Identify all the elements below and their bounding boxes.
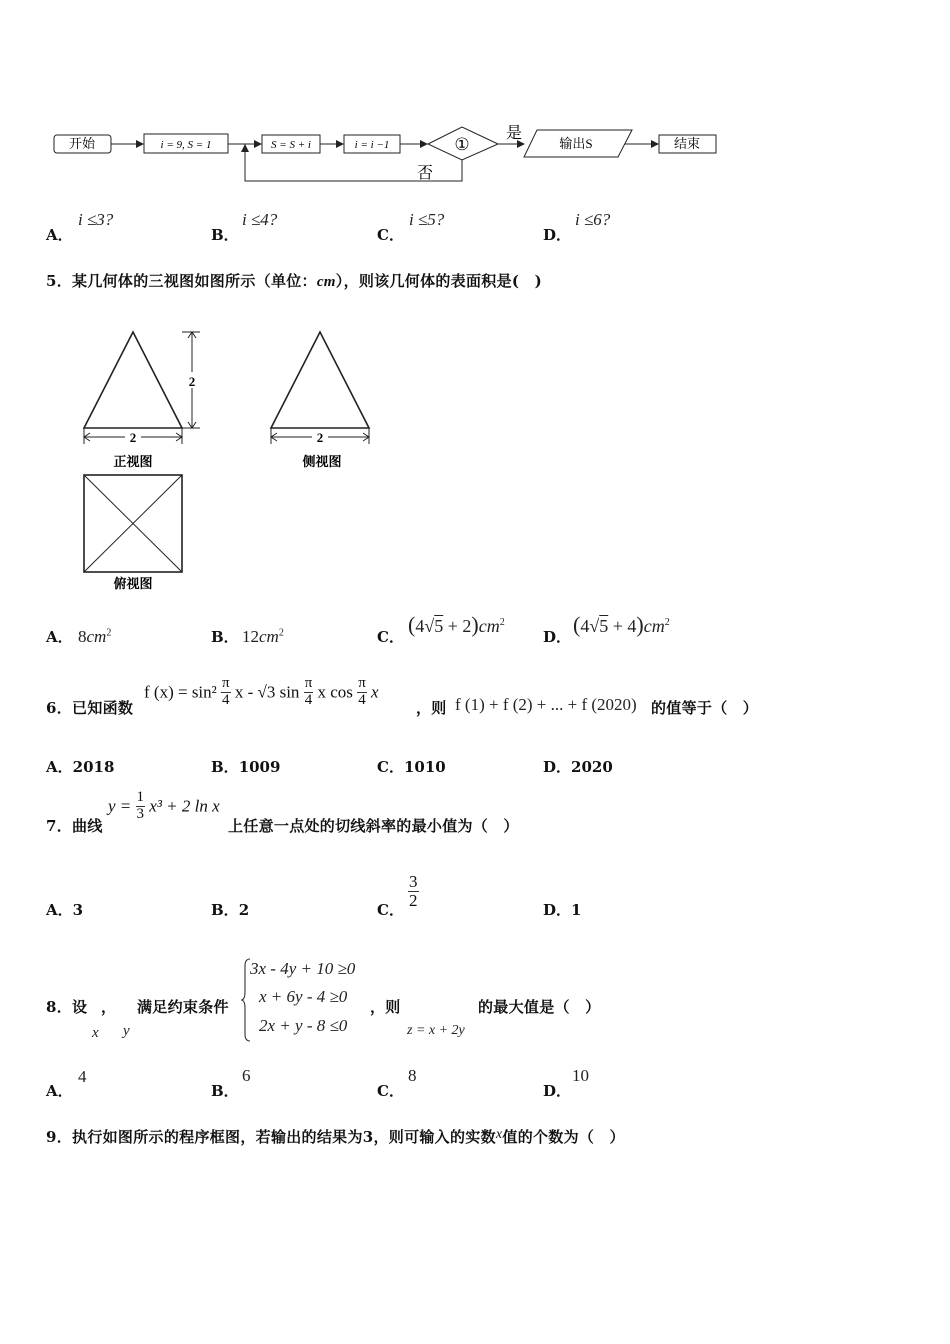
flow-init-label: i = 9, S = 1 bbox=[160, 139, 212, 151]
q6-stem: 6．已知函数 bbox=[46, 699, 134, 717]
side-view-label: 侧视图 bbox=[302, 454, 342, 469]
q8-option-a[interactable]: A． bbox=[46, 1082, 73, 1100]
constraint-2: x + 6y - 4 ≥0 bbox=[259, 987, 348, 1006]
dim-side-width-label: 2 bbox=[316, 430, 324, 445]
q9-stem: 9．执行如图所示的程序框图，若输出的结果为3，则可输入的实数x值的个数为（ ） bbox=[46, 1127, 625, 1146]
q5-option-d-text: $(4√5 + 4)cm^2$ bbox=[573, 612, 670, 637]
flow-update-i-label: i = i −1 bbox=[354, 139, 390, 151]
flow-no-label: 否 bbox=[416, 165, 434, 182]
front-view-triangle bbox=[84, 332, 182, 428]
q4-option-c-text: i ≤5? bbox=[409, 210, 445, 229]
q8-var-y: y bbox=[123, 1023, 130, 1039]
dim-height-label: 2 bbox=[188, 374, 196, 389]
q5-stem: 5．某几何体的三视图如图所示（单位：cm），则该几何体的表面积是( ) bbox=[46, 272, 542, 290]
constraint-1: 3x - 4y + 10 ≥0 bbox=[250, 959, 356, 978]
top-view-label: 俯视图 bbox=[113, 576, 153, 591]
q7-option-b[interactable]: B．2 bbox=[211, 901, 250, 919]
q8-option-b[interactable]: B． bbox=[211, 1082, 239, 1100]
q8-option-c[interactable]: C． bbox=[377, 1082, 404, 1100]
q6-option-d[interactable]: D．2020 bbox=[543, 758, 613, 776]
q7-curve: y = $\frac{1}{3}$ x³ + 2 ln x bbox=[108, 789, 220, 822]
q4-option-a[interactable]: A． bbox=[46, 226, 73, 244]
q5-option-a-text: $8cm^2$ bbox=[78, 627, 112, 646]
q8-stem-c: ，则 bbox=[370, 998, 401, 1016]
q7-option-c-fraction: $\frac{3}{2}$ bbox=[409, 872, 418, 910]
q5-option-c[interactable]: C． bbox=[377, 628, 404, 646]
q8-stem-d: 的最大值是（ ） bbox=[478, 998, 601, 1016]
three-view-figure bbox=[70, 322, 390, 594]
q8-option-c-text: 8 bbox=[408, 1066, 417, 1085]
q5-option-b[interactable]: B． bbox=[211, 628, 239, 646]
q4-option-b[interactable]: B． bbox=[211, 226, 239, 244]
q8-stem-b: 满足约束条件 bbox=[137, 998, 229, 1016]
q8-option-d-text: 10 bbox=[572, 1066, 589, 1085]
flow-output-label: 输出S bbox=[559, 136, 593, 151]
q4-option-d[interactable]: D． bbox=[543, 226, 572, 244]
flow-update-s-label: S = S + i bbox=[271, 139, 311, 151]
q8-comma: ， bbox=[101, 998, 117, 1016]
q8-var-x: x bbox=[92, 1025, 99, 1041]
q8-option-d[interactable]: D． bbox=[543, 1082, 572, 1100]
q5-option-c-text: $(4√5 + 2)cm^2$ bbox=[408, 612, 505, 637]
flow-yes-label: 是 bbox=[505, 125, 523, 142]
q6-function: f (x) = sin² $\frac{\pi}{4}$ x - √3 sin $\frac{\pi}{4}$ x cos $\frac{\pi}{4}$ x bbox=[144, 675, 379, 708]
q7-option-c[interactable]: C． bbox=[377, 901, 404, 919]
q4-option-c[interactable]: C． bbox=[377, 226, 404, 244]
q7-option-a[interactable]: A．3 bbox=[46, 901, 84, 919]
q4-option-d-text: i ≤6? bbox=[575, 210, 611, 229]
constraint-3: 2x + y - 8 ≤0 bbox=[259, 1016, 348, 1035]
side-view-triangle bbox=[271, 332, 369, 428]
q4-option-a-text: i ≤3? bbox=[78, 210, 114, 229]
q4-option-b-text: i ≤4? bbox=[242, 210, 278, 229]
q6-sum: f (1) + f (2) + ... + f (2020) bbox=[455, 695, 637, 714]
q7-option-d[interactable]: D．1 bbox=[543, 901, 582, 919]
q8-option-b-text: 6 bbox=[242, 1066, 251, 1085]
q5-option-b-text: $12cm^2$ bbox=[242, 627, 284, 646]
flow-condition-label: ① bbox=[454, 135, 470, 154]
q6-option-b[interactable]: B．1009 bbox=[211, 758, 281, 776]
front-view-label: 正视图 bbox=[113, 454, 153, 469]
q7-stem: 7．曲线 bbox=[46, 817, 103, 835]
flowchart bbox=[40, 118, 740, 190]
q8-stem: 8．设 bbox=[46, 998, 88, 1016]
flow-end-label: 结束 bbox=[673, 136, 701, 151]
q5-option-a[interactable]: A． bbox=[46, 628, 73, 646]
q6-option-c[interactable]: C．1010 bbox=[377, 758, 446, 776]
q6-option-a[interactable]: A．2018 bbox=[46, 758, 115, 776]
flow-start-label: 开始 bbox=[68, 136, 96, 151]
q7-stem-b: 上任意一点处的切线斜率的最小值为（ ） bbox=[228, 817, 519, 835]
q5-option-d[interactable]: D． bbox=[543, 628, 572, 646]
q8-option-a-text: 4 bbox=[78, 1067, 87, 1086]
q6-stem-b: ，则 bbox=[416, 699, 447, 717]
dim-front-width-label: 2 bbox=[129, 430, 137, 445]
q8-objective: z = x + 2y bbox=[407, 1023, 465, 1038]
q6-stem-c: 的值等于（ ） bbox=[651, 699, 759, 717]
